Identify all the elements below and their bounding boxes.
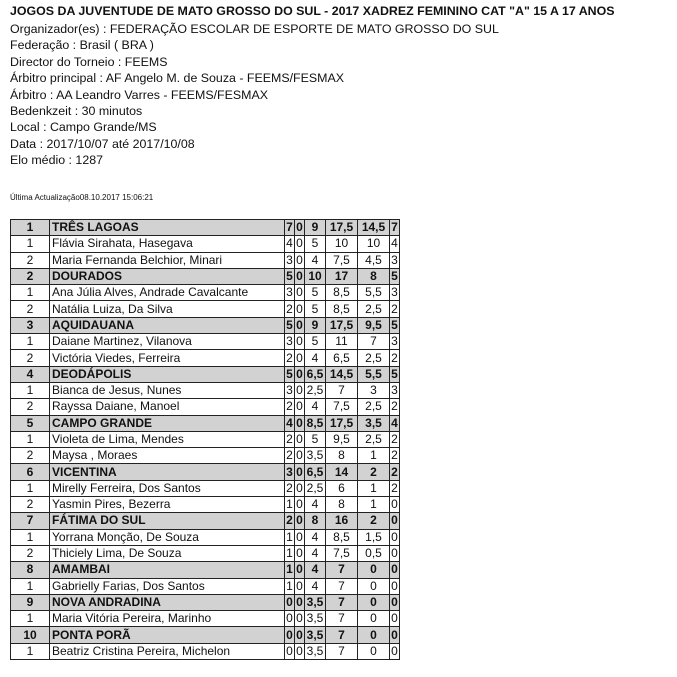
rank-cell: 4 (11, 366, 50, 382)
col7-cell: 2 (391, 301, 398, 316)
points-cell: 1 (286, 562, 293, 577)
col7-cell: 2 (391, 350, 398, 365)
col4-cell: 5 (305, 431, 326, 447)
rank-cell: 3 (11, 317, 50, 333)
name-cell: Thiciely Lima, De Souza (50, 545, 285, 561)
name-cell: Ana Júlia Alves, Andrade Cavalcante (50, 285, 285, 301)
col3-cell: 0 (296, 269, 303, 284)
col3-cell: 0 (296, 220, 303, 235)
name-cell: Maria Fernanda Belchior, Minari (50, 252, 285, 268)
col5-cell: 10 (326, 236, 358, 252)
col3-cell: 0 (296, 366, 303, 381)
col3-cell: 0 (296, 415, 303, 430)
rank-cell: 2 (11, 252, 50, 268)
col6-cell: 1 (358, 497, 390, 513)
col7-cell: 2 (391, 399, 398, 414)
points-cell: 2 (286, 480, 293, 495)
team-row (11, 594, 400, 610)
col3-cell: 0 (296, 643, 303, 658)
name-cell: Flávia Sirahata, Hasegava (50, 236, 285, 252)
name-cell: Yorrana Monção, De Souza (50, 529, 285, 545)
col5-cell: 9,5 (326, 431, 358, 447)
col3-cell: 0 (296, 562, 303, 577)
col6-cell: 8 (358, 268, 390, 284)
col4-cell: 3,5 (305, 448, 326, 464)
rank-cell: 2 (11, 350, 50, 366)
rank-cell: 1 (11, 285, 50, 301)
col6-cell: 5,5 (358, 366, 390, 382)
col3-cell: 0 (296, 627, 303, 642)
col7-cell: 2 (391, 480, 398, 495)
col3-cell: 0 (296, 236, 303, 251)
name-cell: DEODÁPOLIS (50, 366, 285, 382)
points-cell: 1 (286, 497, 293, 512)
col6-cell: 0 (358, 578, 390, 594)
player-row (11, 431, 400, 447)
points-cell: 5 (286, 269, 293, 284)
col5-cell: 17,5 (326, 415, 358, 431)
name-cell: PONTA PORÃ (50, 627, 285, 643)
team-row (11, 627, 400, 643)
col7-cell: 5 (391, 366, 398, 381)
rank-cell: 10 (11, 627, 50, 643)
col5-cell: 17,5 (326, 220, 358, 236)
points-cell: 2 (286, 513, 293, 528)
col6-cell: 0 (358, 611, 390, 627)
col3-cell: 0 (296, 546, 303, 561)
name-cell: Beatriz Cristina Pereira, Michelon (50, 643, 285, 659)
col5-cell: 17,5 (326, 317, 358, 333)
col5-cell: 8 (326, 448, 358, 464)
col6-cell: 1 (358, 448, 390, 464)
name-cell: Maysa , Moraes (50, 448, 285, 464)
team-row (11, 464, 400, 480)
col4-cell: 5 (305, 334, 326, 350)
rank-cell: 6 (11, 464, 50, 480)
player-row (11, 643, 400, 659)
col5-cell: 17 (326, 268, 358, 284)
points-cell: 2 (286, 448, 293, 463)
standings-table (10, 219, 400, 660)
team-row (11, 220, 400, 236)
col6-cell: 4,5 (358, 252, 390, 268)
col5-cell: 8,5 (326, 301, 358, 317)
col5-cell: 14 (326, 464, 358, 480)
col6-cell: 2 (358, 513, 390, 529)
name-cell: AQUIDAUANA (50, 317, 285, 333)
rank-cell: 1 (11, 578, 50, 594)
col3-cell: 0 (296, 513, 303, 528)
points-cell: 7 (286, 220, 293, 235)
col3-cell: 0 (296, 334, 303, 349)
col4-cell: 4 (305, 578, 326, 594)
col5-cell: 7 (326, 611, 358, 627)
team-row (11, 366, 400, 382)
name-cell: Victória Viedes, Ferreira (50, 350, 285, 366)
points-cell: 0 (286, 594, 293, 609)
points-cell: 2 (286, 301, 293, 316)
col6-cell: 2,5 (358, 350, 390, 366)
points-cell: 3 (286, 334, 293, 349)
col5-cell: 6 (326, 480, 358, 496)
col5-cell: 7 (326, 562, 358, 578)
col5-cell: 7,5 (326, 545, 358, 561)
col4-cell: 5 (305, 236, 326, 252)
col3-cell: 0 (296, 480, 303, 495)
col4-cell: 6,5 (305, 464, 326, 480)
col5-cell: 14,5 (326, 366, 358, 382)
col6-cell: 2,5 (358, 399, 390, 415)
rank-cell: 2 (11, 301, 50, 317)
col6-cell: 0 (358, 594, 390, 610)
col4-cell: 5 (305, 301, 326, 317)
col3-cell: 0 (296, 611, 303, 626)
col6-cell: 9,5 (358, 317, 390, 333)
col7-cell: 0 (391, 578, 398, 593)
col4-cell: 9 (305, 220, 326, 236)
name-cell: NOVA ANDRADINA (50, 594, 285, 610)
col3-cell: 0 (296, 317, 303, 332)
col5-cell: 7 (326, 594, 358, 610)
rank-cell: 1 (11, 611, 50, 627)
points-cell: 5 (286, 366, 293, 381)
name-cell: Mirelly Ferreira, Dos Santos (50, 480, 285, 496)
col3-cell: 0 (296, 350, 303, 365)
col6-cell: 2 (358, 464, 390, 480)
player-row (11, 448, 400, 464)
col4-cell: 10 (305, 268, 326, 284)
points-cell: 3 (286, 285, 293, 300)
tournament-info (10, 21, 499, 169)
col7-cell: 0 (391, 529, 398, 544)
time-control-line: Bedenkzeit : 30 minutos (10, 104, 143, 119)
col7-cell: 2 (391, 448, 398, 463)
col3-cell: 0 (296, 399, 303, 414)
rank-cell: 2 (11, 268, 50, 284)
col4-cell: 6,5 (305, 366, 326, 382)
col7-cell: 3 (391, 334, 398, 349)
col7-cell: 2 (391, 464, 398, 479)
col3-cell: 0 (296, 383, 303, 398)
col7-cell: 0 (391, 643, 398, 658)
col6-cell: 14,5 (358, 220, 390, 236)
col6-cell: 3,5 (358, 415, 390, 431)
rank-cell: 1 (11, 431, 50, 447)
player-row (11, 350, 400, 366)
col3-cell: 0 (296, 448, 303, 463)
points-cell: 3 (286, 383, 293, 398)
rank-cell: 2 (11, 448, 50, 464)
name-cell: Maria Vitória Pereira, Marinho (50, 611, 285, 627)
name-cell: AMAMBAI (50, 562, 285, 578)
col5-cell: 7 (326, 643, 358, 659)
player-row (11, 480, 400, 496)
col5-cell: 7,5 (326, 252, 358, 268)
col5-cell: 8,5 (326, 285, 358, 301)
col6-cell: 0 (358, 627, 390, 643)
points-cell: 1 (286, 578, 293, 593)
col7-cell: 0 (391, 627, 398, 642)
points-cell: 3 (286, 252, 293, 267)
player-row (11, 252, 400, 268)
col7-cell: 0 (391, 562, 398, 577)
col7-cell: 5 (391, 317, 398, 332)
average-elo-line: Elo médio : 1287 (10, 153, 103, 168)
col7-cell: 4 (391, 415, 398, 430)
organizer-line: Organizador(es) : FEDERAÇÃO ESCOLAR DE ESPORTE DE MATO GROSSO DO SUL (10, 22, 499, 36)
col4-cell: 4 (305, 529, 326, 545)
col7-cell: 0 (391, 497, 398, 512)
col6-cell: 2,5 (358, 431, 390, 447)
col5-cell: 7 (326, 382, 358, 398)
col4-cell: 9 (305, 317, 326, 333)
col6-cell: 0 (358, 562, 390, 578)
col6-cell: 1,5 (358, 529, 390, 545)
points-cell: 0 (286, 643, 293, 658)
col7-cell: 3 (391, 285, 398, 300)
col6-cell: 2,5 (358, 301, 390, 317)
col3-cell: 0 (296, 285, 303, 300)
rank-cell: 1 (11, 220, 50, 236)
points-cell: 3 (286, 464, 293, 479)
col5-cell: 7 (326, 627, 358, 643)
name-cell: Bianca de Jesus, Nunes (50, 382, 285, 398)
points-cell: 1 (286, 546, 293, 561)
col7-cell: 7 (391, 220, 398, 235)
chief-arbiter-line: Árbitro principal : AF Angelo M. de Souza - FEEMS/FESMAX (10, 71, 344, 86)
points-cell: 1 (286, 529, 293, 544)
points-cell: 0 (286, 611, 293, 626)
team-row (11, 317, 400, 333)
col7-cell: 0 (391, 611, 398, 626)
points-cell: 5 (286, 317, 293, 332)
col4-cell: 4 (305, 399, 326, 415)
col6-cell: 1 (358, 480, 390, 496)
name-cell: Rayssa Daiane, Manoel (50, 399, 285, 415)
col7-cell: 0 (391, 594, 398, 609)
col4-cell: 3,5 (305, 611, 326, 627)
rank-cell: 7 (11, 513, 50, 529)
name-cell: FÁTIMA DO SUL (50, 513, 285, 529)
name-cell: VICENTINA (50, 464, 285, 480)
player-row (11, 497, 400, 513)
team-row (11, 268, 400, 284)
col6-cell: 0 (358, 643, 390, 659)
name-cell: DOURADOS (50, 268, 285, 284)
team-row (11, 562, 400, 578)
name-cell: Daiane Martinez, Vilanova (50, 334, 285, 350)
col3-cell: 0 (296, 301, 303, 316)
federation-line: Federação : Brasil ( BRA ) (10, 38, 154, 53)
rank-cell: 5 (11, 415, 50, 431)
player-row (11, 578, 400, 594)
last-updated: Última Actualização08.10.2017 15:06:21 (10, 193, 154, 202)
name-cell: Violeta de Lima, Mendes (50, 431, 285, 447)
location-line: Local : Campo Grande/MS (10, 120, 157, 135)
col6-cell: 10 (358, 236, 390, 252)
name-cell: Gabrielly Farias, Dos Santos (50, 578, 285, 594)
points-cell: 2 (286, 432, 293, 446)
arbiter-line: Árbitro : AA Leandro Varres - FEEMS/FESMAX (10, 87, 268, 102)
col4-cell: 2,5 (305, 382, 326, 398)
col6-cell: 3 (358, 382, 390, 398)
col4-cell: 4 (305, 562, 326, 578)
col5-cell: 8,5 (326, 529, 358, 545)
player-row (11, 399, 400, 415)
director-line: Director do Torneio : FEEMS (10, 54, 168, 69)
player-row (11, 301, 400, 317)
col7-cell: 0 (391, 513, 398, 528)
col7-cell: 0 (391, 546, 398, 561)
player-row (11, 545, 400, 561)
points-cell: 4 (286, 236, 293, 251)
name-cell: Natália Luiza, Da Silva (50, 301, 285, 317)
col4-cell: 3,5 (305, 627, 326, 643)
col7-cell: 4 (391, 236, 398, 251)
col5-cell: 11 (326, 334, 358, 350)
name-cell: Yasmin Pires, Bezerra (50, 497, 285, 513)
rank-cell: 2 (11, 497, 50, 513)
col4-cell: 3,5 (305, 643, 326, 659)
name-cell: TRÊS LAGOAS (50, 220, 285, 236)
col5-cell: 7,5 (326, 399, 358, 415)
col7-cell: 3 (391, 383, 398, 398)
team-row (11, 513, 400, 529)
col4-cell: 5 (305, 285, 326, 301)
col3-cell: 0 (296, 594, 303, 609)
col7-cell: 5 (391, 269, 398, 284)
col5-cell: 7 (326, 578, 358, 594)
col3-cell: 0 (296, 529, 303, 544)
rank-cell: 9 (11, 594, 50, 610)
col5-cell: 16 (326, 513, 358, 529)
player-row (11, 334, 400, 350)
col4-cell: 8,5 (305, 415, 326, 431)
points-cell: 0 (286, 627, 293, 642)
col5-cell: 6,5 (326, 350, 358, 366)
col7-cell: 2 (391, 432, 398, 446)
player-row (11, 285, 400, 301)
rank-cell: 2 (11, 399, 50, 415)
team-row (11, 415, 400, 431)
player-row (11, 382, 400, 398)
points-cell: 2 (286, 399, 293, 414)
points-cell: 4 (286, 415, 293, 430)
col4-cell: 4 (305, 497, 326, 513)
col5-cell: 8 (326, 497, 358, 513)
name-cell: CAMPO GRANDE (50, 415, 285, 431)
rank-cell: 1 (11, 480, 50, 496)
col3-cell: 0 (296, 252, 303, 267)
rank-cell: 1 (11, 236, 50, 252)
rank-cell: 1 (11, 529, 50, 545)
page-title: JOGOS DA JUVENTUDE DE MATO GROSSO DO SUL - 2017 XADREZ FEMININO CAT "A" 15 A 17 ANOS (10, 4, 615, 18)
col6-cell: 0,5 (358, 545, 390, 561)
col4-cell: 4 (305, 545, 326, 561)
player-row (11, 611, 400, 627)
col4-cell: 3,5 (305, 594, 326, 610)
rank-cell: 1 (11, 382, 50, 398)
col3-cell: 0 (296, 464, 303, 479)
rank-cell: 1 (11, 334, 50, 350)
col4-cell: 4 (305, 350, 326, 366)
rank-cell: 2 (11, 545, 50, 561)
col4-cell: 2,5 (305, 480, 326, 496)
rank-cell: 1 (11, 643, 50, 659)
col3-cell: 0 (296, 578, 303, 593)
col3-cell: 0 (296, 497, 303, 512)
col4-cell: 8 (305, 513, 326, 529)
points-cell: 2 (286, 350, 293, 365)
player-row (11, 529, 400, 545)
col6-cell: 7 (358, 334, 390, 350)
player-row (11, 236, 400, 252)
col7-cell: 3 (391, 252, 398, 267)
col6-cell: 5,5 (358, 285, 390, 301)
col4-cell: 4 (305, 252, 326, 268)
rank-cell: 8 (11, 562, 50, 578)
date-line: Data : 2017/10/07 até 2017/10/08 (10, 136, 195, 151)
col3-cell: 0 (296, 432, 303, 446)
